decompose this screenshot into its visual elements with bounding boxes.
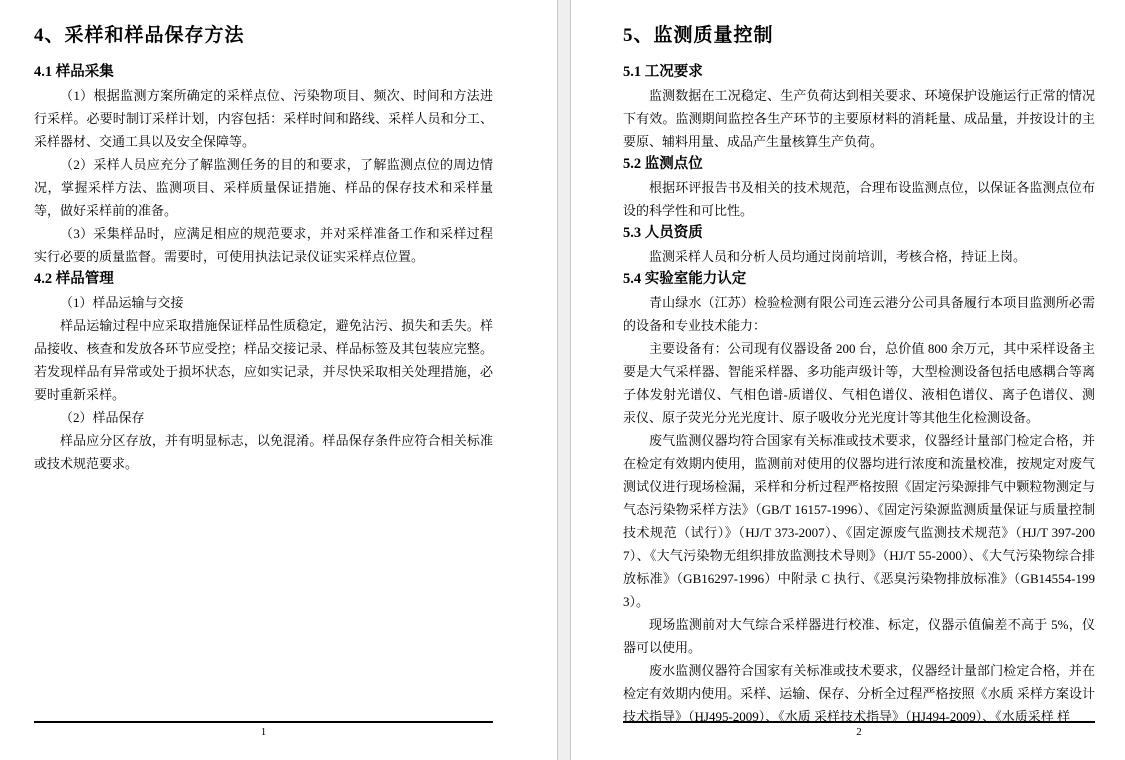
document-page-1[interactable] bbox=[0, 0, 557, 760]
section-5-heading: 5、监测质量控制 bbox=[623, 25, 774, 46]
paragraph-storage-title: （2）样品保存 bbox=[60, 410, 145, 425]
paragraph-equipment: 主要设备有：公司现有仪器设备 200 台，总价值 800 余万元，其中采样设备主要是大气采样器、智能采样器、多功能声级计等，大型检测设备包括电感耦合等离子体发射光谱仪、气相色谱-质谱仪、气相色谱仪、液相色谱仪、离子色谱仪、测汞仪、原子荧光分光光度计、原子吸收分光光度计等其他生化检测设备。 bbox=[623, 341, 1095, 425]
paragraph-personnel: 监测采样人员和分析人员均通过岗前培训，考核合格，持证上岗。 bbox=[649, 249, 1027, 264]
paragraph-waste-gas: 废气监测仪器均符合国家有关标准或技术要求，仪器经计量部门检定合格，并在检定有效期内使用，监测前对使用的仪器均进行浓度和流量校准，按规定对废气测试仪进行现场检漏，采样和分析过程严格按照《固定污染源排气中颗粒物测定与气态污染物采样方法》（GB/T 16157-1996）、《固定污染源监测质量保证与质量控制技术规范（试行）》（HJ/T 373-2007）、《固定源废气监测技术规范》（HJ/T 397-2007）、《大气污染物无组织排放监测技术导则》（HJ/T 55-2000）、《大气污染物综合排放标准》（GB16297-1996）中附录 C 执行、《恶臭污染物排放标准》（GB14554-1993）。 bbox=[623, 433, 1095, 609]
paragraph-lab-capability: 青山绿水（江苏）检验检测有限公司连云港分公司具备履行本项目监测所必需的设备和专业技术能力： bbox=[623, 295, 1095, 333]
paragraph-storage-body: 样品应分区存放，并有明显标志，以免混淆。样品保存条件应符合相关标准或技术规范要求。 bbox=[34, 433, 493, 471]
page-2-footer bbox=[623, 721, 1095, 740]
paragraph-sampling-3: （3）采集样品时，应满足相应的规范要求，并对采样准备工作和采样过程实行必要的质量监督。需要时，可使用执法记录仪证实采样点位置。 bbox=[34, 226, 493, 264]
page-1-footer bbox=[34, 721, 493, 740]
section-5-1-heading: 5.1 工况要求 bbox=[623, 64, 703, 80]
section-4-heading: 4、采样和样品保存方法 bbox=[34, 25, 245, 46]
paragraph-sampling-1: （1）根据监测方案所确定的采样点位、污染物项目、频次、时间和方法进行采样。必要时制订采样计划，内容包括：采样时间和路线、采样人员和分工、采样器材、交通工具以及安全保障等。 bbox=[34, 88, 493, 149]
paragraph-waste-water: 废水监测仪器符合国家有关标准或技术要求，仪器经计量部门检定合格，并在检定有效期内使用。采样、运输、保存、分析全过程严格按照《水质 采样方案设计技术指导》（HJ495-2009）、《水质 采样技术指导》（HJ494-2009）、《水质采样 样 bbox=[623, 663, 1095, 724]
page-1-content bbox=[0, 0, 557, 475]
paragraph-working-conditions: 监测数据在工况稳定、生产负荷达到相关要求、环境保护设施运行正常的情况下有效。监测期间监控各生产环节的主要原材料的消耗量、成品量，并按设计的主要原、辅料用量、成品产生量核算生产负荷。 bbox=[623, 88, 1095, 149]
page-gutter bbox=[557, 0, 571, 760]
page-2-number: 2 bbox=[856, 726, 862, 738]
page-1-number: 1 bbox=[260, 726, 267, 738]
paragraph-sampling-2: （2）采样人员应充分了解监测任务的目的和要求，了解监测点位的周边情况，掌握采样方法、监测项目、采样质量保证措施、样品的保存技术和采样量等，做好采样前的准备。 bbox=[34, 157, 493, 218]
paragraph-monitoring-points: 根据环评报告书及相关的技术规范，合理布设监测点位，以保证各监测点位布设的科学性和可比性。 bbox=[623, 180, 1095, 218]
paragraph-transport-body: 样品运输过程中应采取措施保证样品性质稳定，避免沾污、损失和丢失。样品接收、核查和发放各环节应受控；样品交接记录、样品标签及其包装应完整。若发现样品有异常或处于损坏状态，应如实记录，并尽快采取相关处理措施，必要时重新采样。 bbox=[34, 318, 493, 402]
document-page-2[interactable] bbox=[571, 0, 1125, 760]
paragraph-field-calibration: 现场监测前对大气综合采样器进行校准、标定，仪器示值偏差不高于 5%，仪器可以使用。 bbox=[623, 617, 1095, 655]
section-5-3-heading: 5.3 人员资质 bbox=[623, 225, 703, 241]
page-2-content bbox=[571, 0, 1125, 728]
section-5-4-heading: 5.4 实验室能力认定 bbox=[623, 271, 747, 287]
section-5-2-heading: 5.2 监测点位 bbox=[623, 156, 703, 172]
paragraph-transport-title: （1）样品运输与交接 bbox=[60, 295, 184, 310]
section-4-1-heading: 4.1 样品采集 bbox=[34, 64, 114, 80]
section-4-2-heading: 4.2 样品管理 bbox=[34, 271, 114, 287]
